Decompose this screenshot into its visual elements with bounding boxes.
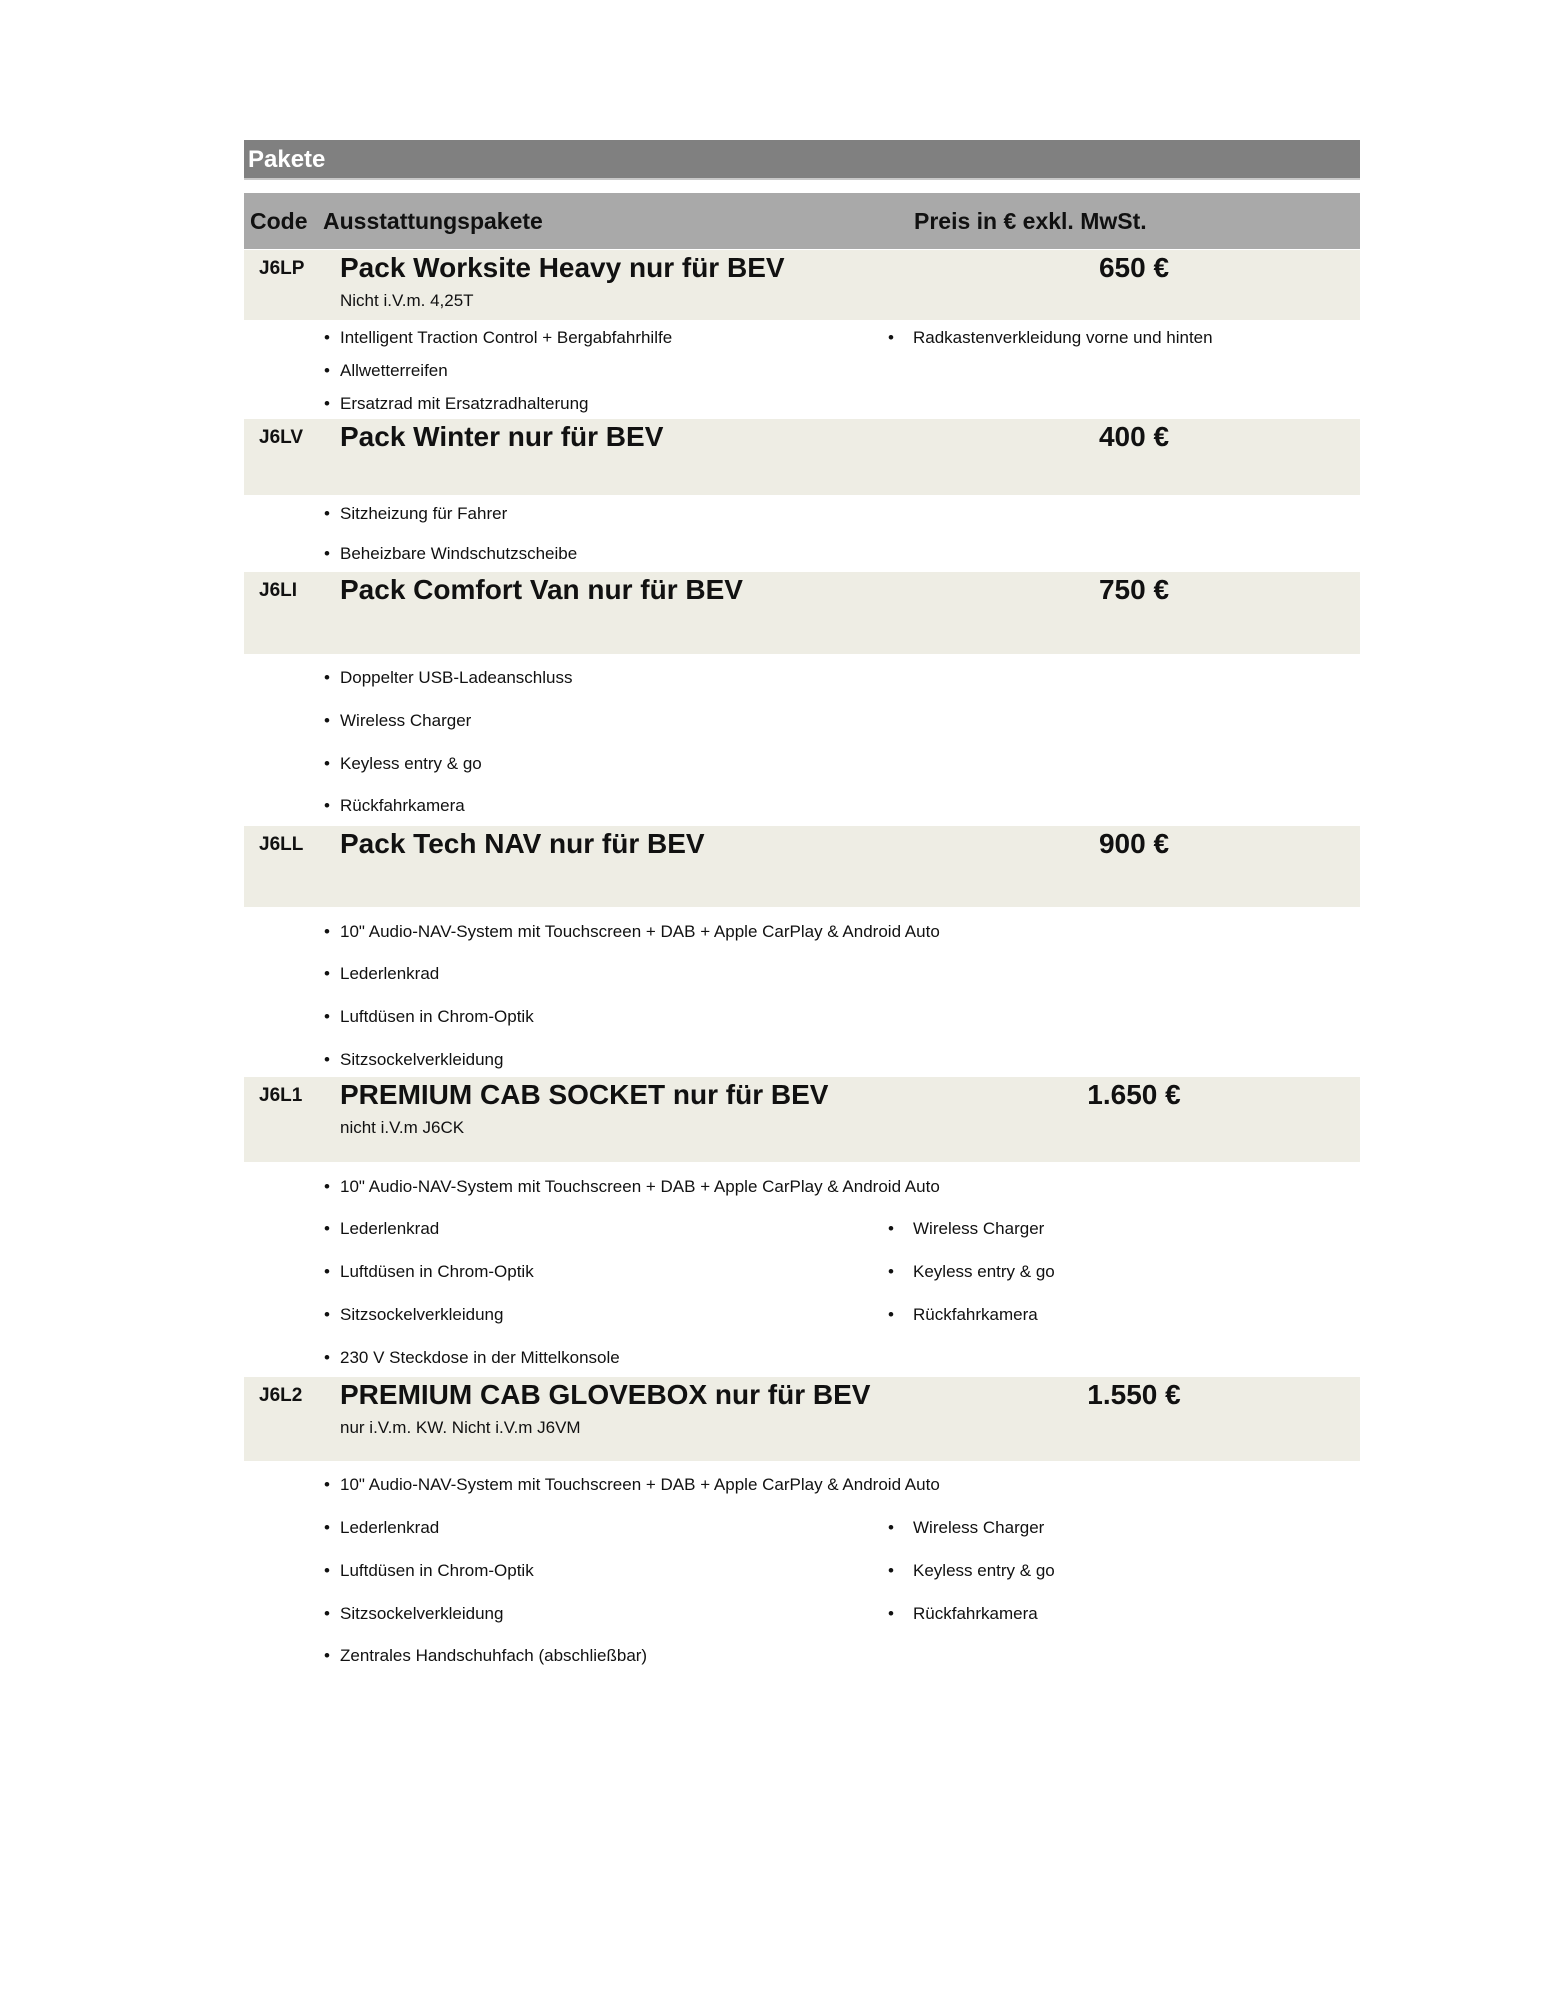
package-price: 1.550 € — [1087, 1379, 1181, 1410]
package-note: nur i.V.m. KW. Nicht i.V.m J6VM — [340, 1418, 581, 1437]
section-title-bar — [244, 140, 1360, 180]
bullet-icon: • — [888, 1305, 894, 1324]
feature-label: Sitzsockelverkleidung — [340, 1305, 504, 1324]
feature-item — [324, 1177, 940, 1197]
bullet-icon: • — [324, 1050, 330, 1069]
feature-label: 10" Audio-NAV-System mit Touchscreen + DAB + Apple CarPlay & Android Auto — [340, 922, 940, 941]
feature-item — [324, 1604, 504, 1624]
bullet-icon: • — [888, 1518, 894, 1537]
feature-label: Luftdüsen in Chrom-Optik — [340, 1262, 534, 1281]
feature-item — [324, 1561, 534, 1581]
feature-item — [324, 754, 482, 774]
package-title: Pack Tech NAV nur für BEV — [340, 828, 705, 859]
package-code: J6L2 — [259, 1385, 303, 1406]
package-code: J6LL — [259, 834, 304, 855]
feature-item — [888, 1604, 1038, 1624]
feature-label: Sitzsockelverkleidung — [340, 1604, 504, 1623]
feature-item — [888, 1262, 1055, 1282]
package-note: nicht i.V.m J6CK — [340, 1118, 465, 1137]
package-code: J6L1 — [259, 1085, 303, 1106]
package-code: J6LI — [259, 580, 298, 601]
feature-item — [888, 1518, 1045, 1538]
feature-label: Keyless entry & go — [913, 1262, 1055, 1281]
bullet-icon: • — [324, 754, 330, 773]
bullet-icon: • — [324, 1604, 330, 1623]
feature-item — [888, 1219, 1045, 1239]
feature-label: Sitzsockelverkleidung — [340, 1050, 504, 1069]
feature-item — [324, 1518, 440, 1538]
feature-item — [324, 922, 940, 942]
feature-item — [324, 1475, 940, 1495]
feature-item — [324, 668, 573, 688]
package-title: Pack Winter nur für BEV — [340, 421, 664, 452]
package-price: 400 € — [1098, 421, 1170, 452]
header-code: Code — [250, 208, 308, 234]
feature-label: Luftdüsen in Chrom-Optik — [340, 1561, 534, 1580]
feature-label: Lederlenkrad — [340, 1219, 440, 1238]
bullet-icon: • — [324, 1561, 330, 1580]
feature-item — [324, 1262, 534, 1282]
bullet-icon: • — [324, 1007, 330, 1026]
bullet-icon: • — [888, 1604, 894, 1623]
bullet-icon: • — [324, 964, 330, 983]
bullet-icon: • — [324, 1475, 330, 1494]
feature-item — [324, 1646, 648, 1666]
feature-item — [324, 1219, 440, 1239]
package-title: Pack Worksite Heavy nur für BEV — [340, 252, 785, 283]
package-code: J6LP — [259, 258, 305, 279]
bullet-icon: • — [324, 1219, 330, 1238]
bullet-icon: • — [324, 1518, 330, 1537]
header-packages: Ausstattungspakete — [323, 208, 543, 234]
feature-label: Lederlenkrad — [340, 964, 440, 983]
bullet-icon: • — [888, 1262, 894, 1281]
feature-label: Doppelter USB-Ladeanschluss — [340, 668, 573, 687]
feature-label: 10" Audio-NAV-System mit Touchscreen + DAB + Apple CarPlay & Android Auto — [340, 1475, 940, 1494]
bullet-icon: • — [324, 544, 330, 563]
package-code: J6LV — [259, 427, 304, 448]
package-title: Pack Comfort Van nur für BEV — [340, 574, 743, 605]
feature-label: Wireless Charger — [913, 1219, 1045, 1238]
table-header — [244, 193, 1360, 249]
package-price: 650 € — [1098, 252, 1170, 283]
feature-label: Wireless Charger — [913, 1518, 1045, 1537]
feature-item — [324, 711, 472, 731]
bullet-icon: • — [888, 328, 894, 347]
package-note: Nicht i.V.m. 4,25T — [340, 291, 474, 310]
feature-label: 230 V Steckdose in der Mittelkonsole — [340, 1348, 620, 1367]
feature-label: Sitzheizung für Fahrer — [340, 504, 508, 523]
feature-item — [888, 328, 1213, 348]
feature-label: Luftdüsen in Chrom-Optik — [340, 1007, 534, 1026]
feature-item — [324, 504, 508, 524]
feature-item — [888, 1561, 1055, 1581]
package-title: PREMIUM CAB GLOVEBOX nur für BEV — [340, 1379, 871, 1410]
bullet-icon: • — [324, 1348, 330, 1367]
bullet-icon: • — [324, 668, 330, 687]
feature-label: 10" Audio-NAV-System mit Touchscreen + DAB + Apple CarPlay & Android Auto — [340, 1177, 940, 1196]
feature-item — [324, 964, 440, 984]
feature-label: Rückfahrkamera — [913, 1305, 1038, 1324]
package-price: 900 € — [1098, 828, 1170, 859]
feature-item — [324, 1305, 504, 1325]
feature-item — [324, 1007, 534, 1027]
feature-label: Beheizbare Windschutzscheibe — [340, 544, 578, 563]
feature-label: Lederlenkrad — [340, 1518, 440, 1537]
feature-item — [888, 1305, 1038, 1325]
feature-label: Zentrales Handschuhfach (abschließbar) — [340, 1646, 648, 1665]
bullet-icon: • — [324, 394, 330, 413]
bullet-icon: • — [888, 1219, 894, 1238]
bullet-icon: • — [324, 1262, 330, 1281]
bullet-icon: • — [324, 711, 330, 730]
feature-label: Rückfahrkamera — [340, 796, 465, 815]
feature-label: Rückfahrkamera — [913, 1604, 1038, 1623]
feature-item — [324, 361, 448, 381]
feature-item — [324, 1050, 504, 1070]
bullet-icon: • — [324, 361, 330, 380]
bullet-icon: • — [324, 1646, 330, 1665]
package-title: PREMIUM CAB SOCKET nur für BEV — [340, 1079, 829, 1110]
package-price: 750 € — [1098, 574, 1170, 605]
bullet-icon: • — [324, 328, 330, 347]
feature-label: Keyless entry & go — [340, 754, 482, 773]
feature-label: Keyless entry & go — [913, 1561, 1055, 1580]
feature-item — [324, 796, 465, 816]
feature-item — [324, 544, 578, 564]
feature-label: Ersatzrad mit Ersatzradhalterung — [340, 394, 589, 413]
feature-item — [324, 328, 673, 348]
section-title: Pakete — [248, 146, 326, 173]
package-price: 1.650 € — [1087, 1079, 1181, 1110]
bullet-icon: • — [888, 1561, 894, 1580]
feature-label: Allwetterreifen — [340, 361, 448, 380]
feature-label: Radkastenverkleidung vorne und hinten — [913, 328, 1213, 347]
feature-item — [324, 394, 589, 414]
header-price: Preis in € exkl. MwSt. — [914, 208, 1147, 234]
feature-label: Wireless Charger — [340, 711, 472, 730]
feature-label: Intelligent Traction Control + Bergabfahrhilfe — [340, 328, 673, 347]
bullet-icon: • — [324, 922, 330, 941]
bullet-icon: • — [324, 1305, 330, 1324]
feature-item — [324, 1348, 620, 1368]
bullet-icon: • — [324, 796, 330, 815]
bullet-icon: • — [324, 1177, 330, 1196]
bullet-icon: • — [324, 504, 330, 523]
